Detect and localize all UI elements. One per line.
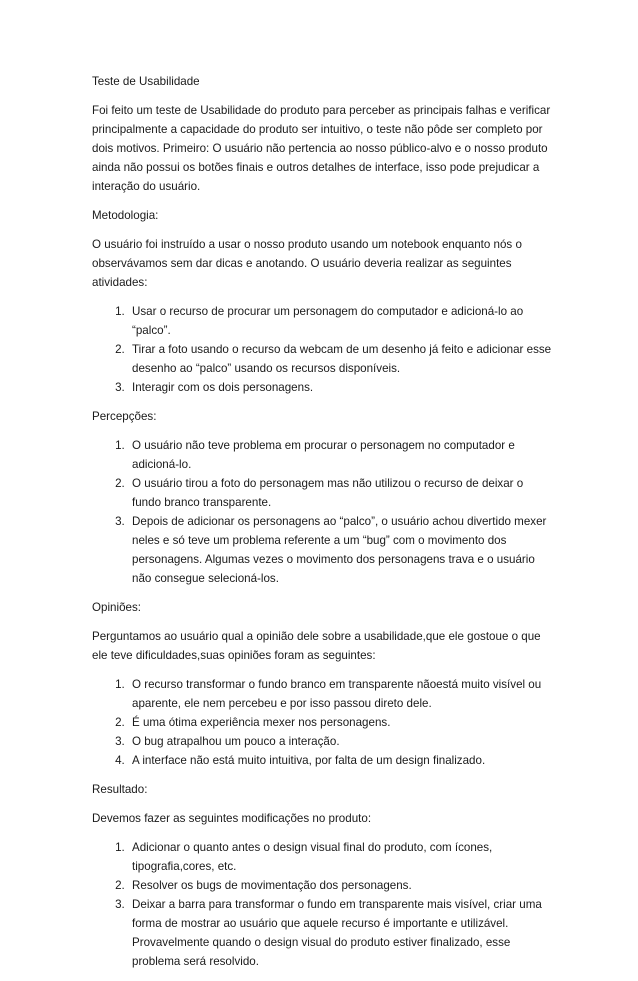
list-item: 2. Tirar a foto usando o recurso da webcam de um desenho já feito e adicionar esse desenho ao “palco” usando os recursos disponíveis. xyxy=(128,340,554,378)
document-title: Teste de Usabilidade xyxy=(92,75,200,88)
document-body xyxy=(92,72,554,981)
list-item: 3. Deixar a barra para transformar o fundo em transparente mais visível, criar uma forma de mostrar ao usuário que aquele recurso é importante e utilizável. Provavelmente quando o design visual do produto estiver finalizado, esse problema será resolvido. xyxy=(128,895,554,971)
resultado-paragraph: Devemos fazer as seguintes modificações no produto: xyxy=(92,812,372,825)
resultado-heading: Resultado: xyxy=(92,783,148,796)
percepcoes-heading: Percepções: xyxy=(92,410,157,423)
metodologia-heading: Metodologia: xyxy=(92,209,159,222)
opinioes-list xyxy=(92,675,554,770)
list-item: 1. O usuário não teve problema em procurar o personagem no computador e adicioná-lo. xyxy=(128,436,554,474)
list-item: 2. O usuário tirou a foto do personagem mas não utilizou o recurso de deixar o fundo branco transparente. xyxy=(128,474,554,512)
list-item: 1. Usar o recurso de procurar um personagem do computador e adicioná-lo ao “palco”. xyxy=(128,302,554,340)
list-item: 1. O recurso transformar o fundo branco em transparente nãoestá muito visível ou aparente, ele nem percebeu e por isso passou direto dele. xyxy=(128,675,554,713)
metodologia-paragraph: O usuário foi instruído a usar o nosso produto usando um notebook enquanto nós o observávamos sem dar dicas e anotando. O usuário deveria realizar as seguintes atividades: xyxy=(92,238,522,289)
list-item: 3. Depois de adicionar os personagens ao “palco”, o usuário achou divertido mexer neles e só teve um problema referente a um “bug” com o movimento dos personagens. Algumas vezes o movimento dos personagens trava e o usuário não consegue selecioná-los. xyxy=(128,512,554,588)
percepcoes-list xyxy=(92,436,554,588)
opinioes-paragraph: Perguntamos ao usuário qual a opinião dele sobre a usabilidade,que ele gostoue o que ele teve dificuldades,suas opiniões foram as seguintes: xyxy=(92,630,541,662)
list-item: 1. Adicionar o quanto antes o design visual final do produto, com ícones, tipografia,cores, etc. xyxy=(128,838,554,876)
opinioes-heading: Opiniões: xyxy=(92,601,141,614)
list-item: 2. É uma ótima experiência mexer nos personagens. xyxy=(128,713,554,732)
metodologia-list xyxy=(92,302,554,397)
list-item: 4. A interface não está muito intuitiva, por falta de um design finalizado. xyxy=(128,751,554,770)
list-item: 3. Interagir com os dois personagens. xyxy=(128,378,554,397)
resultado-list xyxy=(92,838,554,971)
intro-paragraph: Foi feito um teste de Usabilidade do produto para perceber as principais falhas e verificar principalmente a capacidade do produto ser intuitivo, o teste não pôde ser completo por dois motivos. Primeiro: O usuário não pertencia ao nosso público-alvo e o nosso produto ainda não possui os botões finais e outros detalhes de interface, isso pode prejudicar a interação do usuário. xyxy=(92,104,551,193)
list-item: 2. Resolver os bugs de movimentação dos personagens. xyxy=(128,876,554,895)
list-item: 3. O bug atrapalhou um pouco a interação. xyxy=(128,732,554,751)
